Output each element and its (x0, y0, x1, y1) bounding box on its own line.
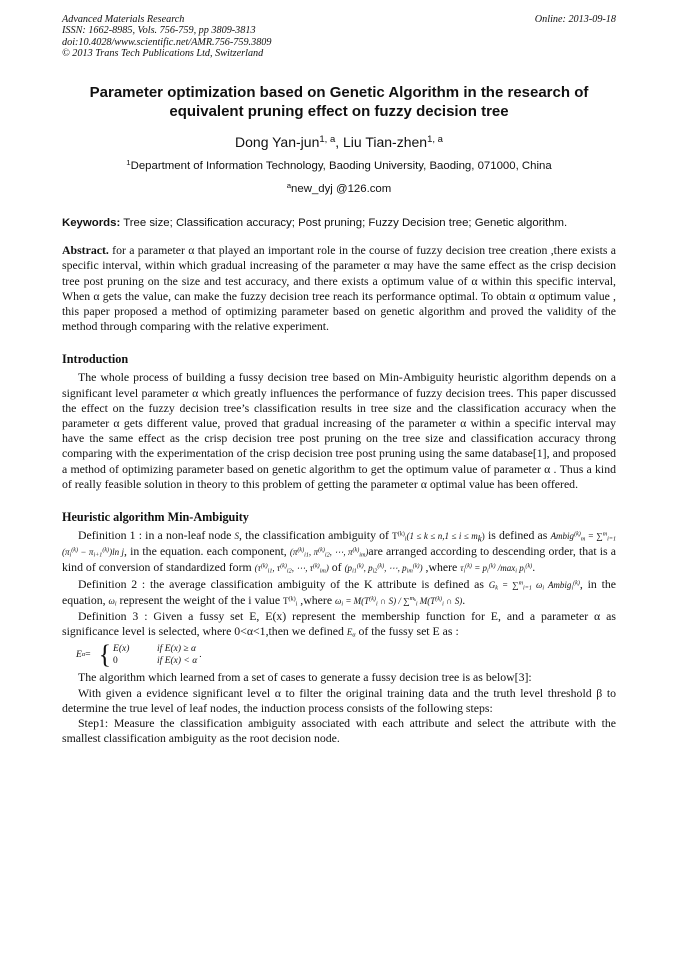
journal-header (62, 14, 616, 60)
section-heading-heuristic: Heuristic algorithm Min-Ambiguity (62, 509, 249, 524)
email-text: new_dyj @126.com (291, 182, 392, 195)
author-affiliation-marker: 1, a (319, 133, 336, 145)
formula-omega: $\omega_i = M(T^{(k)}_i$ ∩ S) / ∑$^{m_k}_i$ $M(T^{(k)}_i$ ∩ S) (335, 595, 463, 608)
author-separator: , (335, 133, 344, 150)
equation-cases: E(x) if E(x) ≥ α 0 if E(x) < α (113, 644, 198, 667)
formula-tau-vector: ($\tau^{(k)}_{i1}$, $\tau^{(k)}_{i2}$, ⋯, $\tau^{(k)}_{im}$) (254, 563, 329, 575)
formula-pi-vector: ($\pi^{(k)}_{i1}$, $\pi^{(k)}_{i2}$, ⋯, $\pi^{(k)}_{im}$) (289, 547, 369, 559)
journal-doi: doi:10.4028/www.scientific.net/AMR.756-759.3809 (62, 36, 272, 48)
introduction-paragraph: The whole process of building a fussy decision tree based on Min-Ambiguity heuristic algorithm depends on a significant level parameter α which greatly influences the performance of fuzzy decision trees. This paper discussed the effect on the fuzzy decision tree’s classification results in tree size and the classification accuracy when the parameter α gets different value, proved that gradual increasing of the parameter α within a specific interval may have the same effect as the crisp decision tree post pruning on the tree size and classification accuracy throng comparing with the experimentation of the crisp decision tree post pruning using the same database[1], and proposed a method of optimizing parameter based on genetic algorithm to get the optimum value of parameter α . Thus a kind of really feasible solution in theory to this problem of getting the parameter α optimal value has been offered. (62, 370, 616, 491)
formula-tau-definition: $\tau_i^{(k)} = p_i^{(k)}$ $/\max_i$ $p_i^{(k)}$ (460, 563, 533, 575)
formula-ambig: Ambig$^{(k)}_m$ = ∑$^m_{i=1}$ $(\pi_i^{(k)} - \pi_{i+1}^{(k)})\ln$ j (62, 530, 616, 559)
affiliation-marker: 1 (126, 157, 131, 167)
definition-2: Definition 2 : the average classification ambiguity of the K attribute is defined as $G_k = \sum^m_{i=1}$ $\omega_i$ Ambig$_i^{(k)}$, in the equation, $\omega_i$ represent the weight of the i value $T^{(k)}_i$ ,where $\omega_i = M(T^{(k)}_i$ ∩ S) / ∑$^{m_k}_i$ $M(T^{(k)}_i$ ∩ S). (62, 576, 616, 608)
definition-3: Definition 3 : Given a fussy set E, E(x) represent the membership function for E, and a parameter α as significance level is selected, where 0<α<1,then we defined $E_\alpha$ of the fussy set E as : (62, 608, 616, 639)
abstract-text: for a parameter α that played an important role in the course of fuzzy decision tree creation ,there exists a specific interval, within which gradual increasing of the parameter α may have the same effect as the crisp decision tree post pruning on the size and test accuracy, and there exists a optimum value of α within this specific interval, When α gets the value, can make the fuzzy decision tree reach its performance optimal. To obtain α optimum value , this paper proposed a method of optimizing parameter based on genetic algorithm and proved the validity of the method through comparing with the relative experiment. (62, 243, 616, 334)
definition-1: Definition 1 : in a non-leaf node S, the classification ambiguity of $T^{(k)}_i(1 \le k \le n,1 \le i \le m_k)$ is defined as Ambig$^{(k)}_m$ = ∑$^m_{i=1}$ $(\pi_i^{(k)} - \pi_{i+1}^{(k)})\ln$ j, in the equation. each component, ($\pi^{(k)}_{i1}$, $\pi^{(k)}_{i2}$, ⋯, $\pi^{(k)}_{im})are$ arranged according to descending order, that is a kind of conversion of standardized form ($\tau^{(k)}_{i1}$, $\tau^{(k)}_{i2}$, ⋯, $\tau^{(k)}_{im}$) of ($p_{i1}^{(k)}$, $p_{i2}^{(k)}$, ⋯, $p_{im}^{(k)}$) ,where $\tau_i^{(k)} = p_i^{(k)}$ $/\max_i$ $p_i^{(k)}$. (62, 527, 616, 575)
abstract-label: Abstract. (62, 243, 109, 258)
equation-brace: { (98, 640, 112, 670)
keywords (62, 216, 616, 231)
algorithm-given: With given a evidence significant level α to filter the original training data and the truth level threshold β to determine the true level of leaf nodes, the induction process consists of the following steps: (62, 685, 616, 715)
formula-G: $G_k = \sum^m_{i=1}$ $\omega_i$ Ambig$_i^{(k)}$ (488, 579, 580, 592)
formula-p-vector: ($p_{i1}^{(k)}$, $p_{i2}^{(k)}$, ⋯, $p_{im}^{(k)}$) (344, 563, 423, 575)
paper-title: Parameter optimization based on Genetic Algorithm in the research of equivalent pruning effect on fuzzy decision tree (89, 83, 589, 120)
equation-alpha-cut: E α = { E(x) if E(x) ≥ α 0 if E(x) < α . (76, 640, 202, 670)
keywords-label: Keywords: (62, 216, 121, 229)
author-affiliation-marker: 1, a (427, 133, 443, 145)
keywords-text: Tree size; Classification accuracy; Post pruning; Fuzzy Decision tree; Genetic algorithm. (120, 216, 568, 229)
journal-issn: ISSN: 1662-8985, Vols. 756-759, pp 3809-3813 (62, 25, 256, 37)
email-marker: a (286, 180, 292, 190)
author-email (62, 182, 616, 196)
author-name: Liu Tian-zhen (343, 133, 428, 150)
journal-name: Advanced Materials Research (62, 14, 185, 25)
journal-copyright: © 2013 Trans Tech Publications Ltd, Switzerland (62, 48, 264, 60)
algorithm-step1: Step1: Measure the classification ambiguity associated with each attribute and select the attribute with the smallest classification ambiguity as the root decision node. (62, 716, 616, 746)
formula-T: $T^{(k)}_i(1 \le k \le n,1 \le i \le m_k)$ (392, 530, 485, 544)
abstract (62, 243, 616, 334)
section-heading-introduction: Introduction (62, 352, 129, 367)
affiliation (62, 159, 616, 173)
author-name: Dong Yan-jun (235, 133, 320, 150)
online-date: Online: 2013-09-18 (534, 14, 616, 25)
author-list (62, 134, 616, 151)
algorithm-intro: The algorithm which learned from a set of cases to generate a fussy decision tree is as below[3]: (78, 670, 532, 685)
affiliation-text: Department of Information Technology, Baoding University, Baoding, 071000, China (130, 159, 552, 172)
